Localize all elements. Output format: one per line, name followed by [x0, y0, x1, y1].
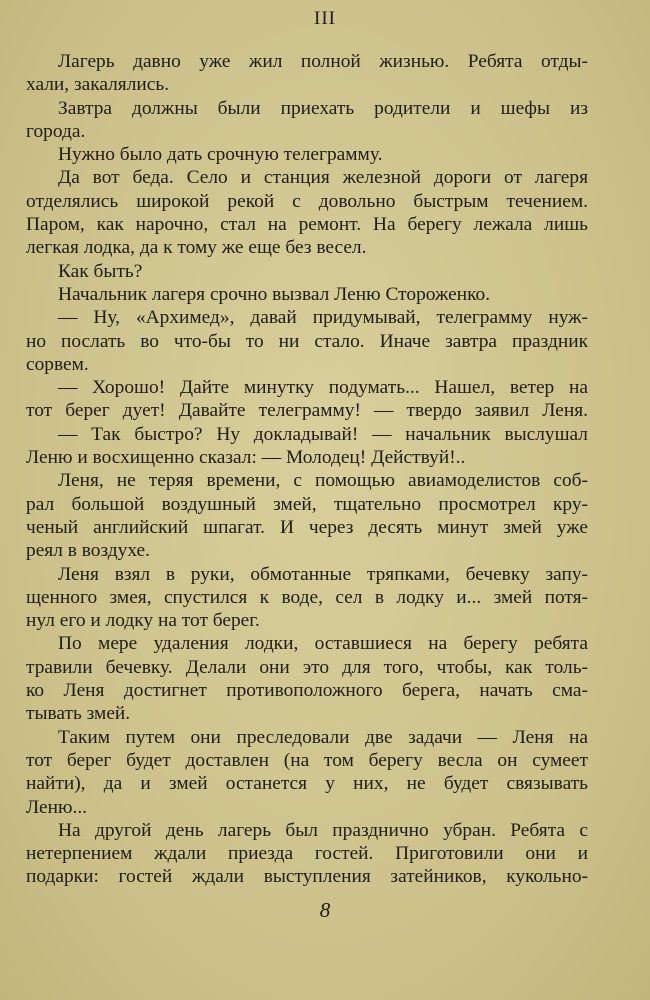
text-line: легкая лодка, да к тому же еще без весел. — [26, 237, 367, 259]
chapter-number: III — [314, 8, 336, 29]
text-line: тывать змей. — [26, 703, 131, 725]
text-line: — Ну, «Архимед», давай придумывай, телеграмму нуж- — [58, 307, 588, 329]
text-line: ко Леня достигнет противоположного берега, начать сма- — [26, 680, 588, 702]
text-line: рал большой воздушный змей, тщательно просмотрел кру- — [26, 493, 588, 515]
text-line: — Так быстро? Ну докладывай! — начальник выслушал — [58, 423, 588, 445]
body-text — [26, 50, 588, 889]
text-line: щенного змея, спустился к воде, сел в лодку и... змей потя- — [26, 586, 588, 608]
text-line: тот берег дует! Давайте телеграмму! — твердо заявил Леня. — [26, 400, 588, 422]
text-line: Леня, не теряя времени, с помощью авиамоделистов соб- — [58, 470, 588, 492]
text-line: Леня взял в руки, обмотанные тряпками, бечевку запу- — [58, 563, 588, 585]
text-line: Да вот беда. Село и станция железной дороги от лагеря — [58, 167, 588, 189]
page-number: 8 — [319, 898, 331, 922]
text-line: Как быть? — [58, 260, 143, 282]
text-line: нетерпением ждали приезда гостей. Приготовили они и — [26, 843, 588, 865]
text-line: реял в воздухе. — [26, 540, 151, 562]
text-line: Начальник лагеря срочно вызвал Леню Стороженко. — [58, 283, 491, 305]
text-line: найти), да и змей останется у них, не будет связывать — [26, 773, 588, 795]
text-line: — Хорошо! Дайте минутку подумать... Нашел, ветер на — [58, 377, 588, 399]
text-line: На другой день лагерь был празднично убран. Ребята с — [58, 819, 588, 841]
text-line: ченый английский шпагат. И через десять минут змей уже — [26, 516, 588, 538]
text-line: тот берег будет доставлен (на том берегу весла он сумеет — [26, 749, 588, 771]
text-line: сорвем. — [26, 353, 89, 375]
text-line: Лагерь давно уже жил полной жизнью. Ребята отды- — [58, 51, 588, 72]
text-line: отделялись широкой рекой с довольно быстрым течением. — [26, 190, 588, 212]
text-line: травили бечевку. Делали они это для того, чтобы, как толь- — [26, 656, 588, 678]
text-line: По мере удаления лодки, оставшиеся на берегу ребята — [58, 633, 588, 655]
text-line: подарки: гостей ждали выступления затейников, кукольно- — [26, 866, 588, 888]
text-line: Завтра должны были приехать родители и шефы из — [58, 97, 588, 119]
text-line: Леню... — [26, 796, 88, 818]
text-line: города. — [26, 120, 86, 142]
text-line: нул его и лодку на тот берег. — [26, 610, 260, 632]
text-line: Леню и восхищенно сказал: — Молодец! Действуй!.. — [26, 447, 466, 469]
text-line: Паром, как нарочно, стал на ремонт. На берегу лежала лишь — [26, 214, 588, 236]
text-line: хали, закалялись. — [26, 74, 170, 96]
text-line: Нужно было дать срочную телеграмму. — [58, 144, 383, 166]
text-line: но послать во что-бы то ни стало. Иначе завтра праздник — [26, 330, 588, 352]
text-line: Таким путем они преследовали две задачи — Леня на — [58, 726, 588, 748]
